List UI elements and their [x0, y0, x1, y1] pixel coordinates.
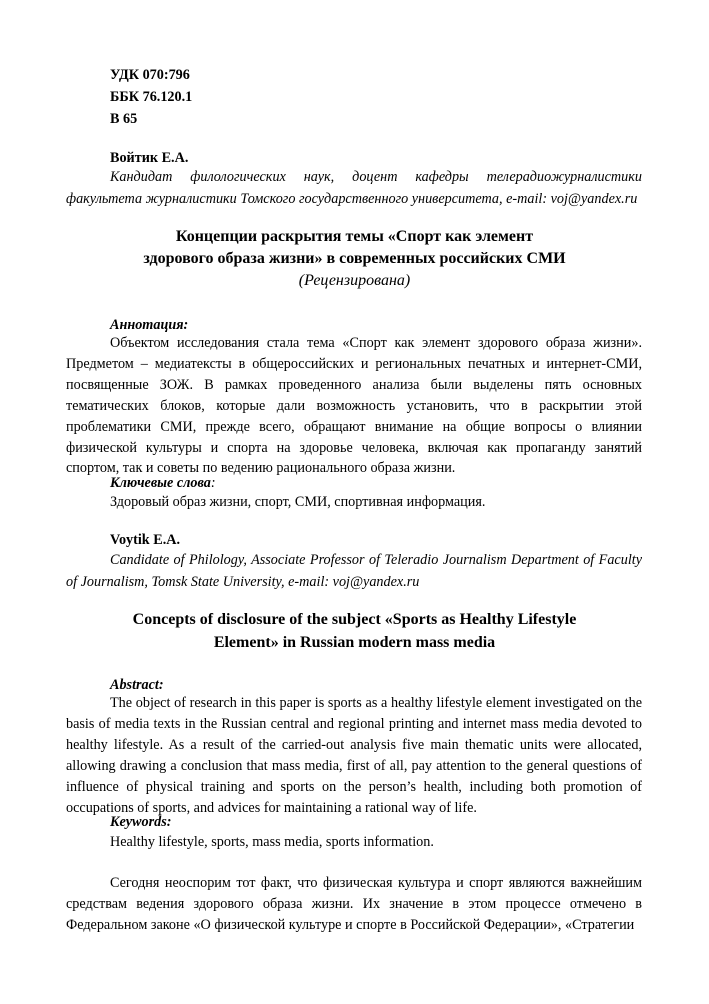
- keywords-text-ru: Здоровый образ жизни, спорт, СМИ, спортивная информация.: [110, 494, 486, 510]
- author-affiliation-ru: Кандидат филологических наук, доцент кафедры телерадиожурналистики факультета журналистики Томского государственного университета, e-mail: voj@yandex.ru: [66, 169, 642, 207]
- author-name-en: Voytik E.A.: [110, 532, 181, 548]
- abstract-label-ru: Аннотация:: [110, 317, 189, 333]
- author-name-ru: Войтик Е.А.: [110, 150, 189, 166]
- keywords-heading-ru: [110, 474, 216, 492]
- abstract-text-ru: Объектом исследования стала тема «Спорт как элемент здорового образа жизни». Предметом – медиатексты в общероссийских и региональных печатных и интернет-СМИ, посвященные ЗОЖ. В рамках проведенного анализа были выделены пять основных тематических блоков, которые дали возможность установить, что в раскрытии этой проблематики СМИ, прежде всего, обращают внимание на общие вопросы о влиянии физической культуры и спорта на здоровье человека, включая как пропаганду занятий спортом, так и советы по ведению рационального образа жизни.: [66, 335, 642, 477]
- keywords-label-ru: Ключевые слова: [110, 475, 211, 491]
- udk-code: УДК 070:796: [110, 67, 190, 83]
- keywords-label-en: Keywords:: [110, 814, 172, 830]
- article-title-en-line1: Concepts of disclosure of the subject «Sports as Healthy Lifestyle: [132, 611, 577, 628]
- article-title-ru-line2: здорового образа жизни» в современных российских СМИ: [143, 250, 566, 267]
- keywords-colon-ru: :: [210, 475, 216, 491]
- keywords-text-en: Healthy lifestyle, sports, mass media, sports information.: [110, 834, 434, 850]
- abstract-text-en: The object of research in this paper is sports as a healthy lifestyle element investigated on the basis of media texts in the Russian central and regional printing and internet mass media devoted to healthy lifestyle. As a result of the carried-out analysis five main thematic units were allocated, allowing drawing a conclusion that mass media, first of all, pay attention to the general questions of influence of physical training and sports on the person’s health, including both promotion of occupations of sports, and advices for maintaining a rational way of life.: [66, 695, 642, 816]
- author-affiliation-en: Candidate of Philology, Associate Professor of Teleradio Journalism Department of Faculty of Journalism, Tomsk State University, e-mail: voj@yandex.ru: [66, 552, 642, 590]
- article-title-en-line2: Element» in Russian modern mass media: [213, 634, 496, 651]
- bbk-code: ББК 76.120.1: [110, 89, 193, 105]
- article-title-ru-line1: Концепции раскрытия темы «Спорт как элемент: [175, 228, 534, 245]
- review-note: (Рецензирована): [298, 272, 411, 289]
- author-code: В 65: [110, 111, 138, 127]
- body-paragraph: Сегодня неоспорим тот факт, что физическая культура и спорт являются важнейшим средствам ведения здорового образа жизни. Их значение в этом процессе отмечено в Федеральном законе «О физической культуре и спорте в Российской Федерации», «Стратегии: [66, 875, 642, 933]
- abstract-label-en: Abstract:: [110, 677, 164, 693]
